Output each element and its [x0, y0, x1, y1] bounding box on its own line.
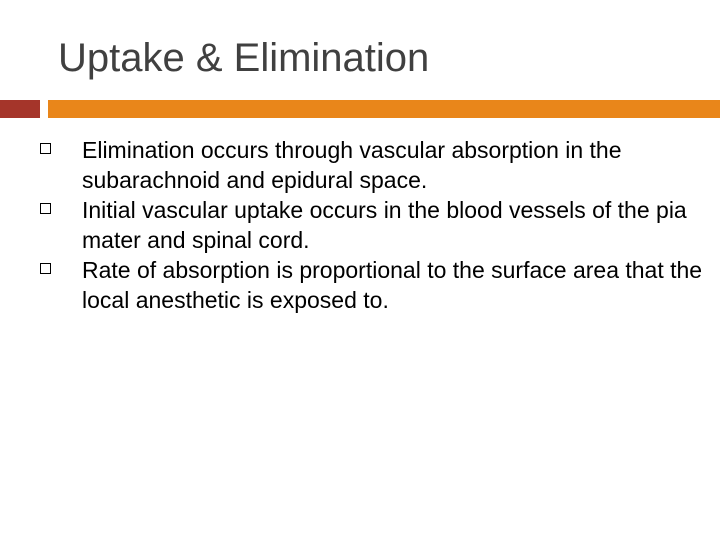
bullet-text: Elimination occurs through vascular absorption in the subarachnoid and epidural space.: [82, 137, 622, 193]
bullet-text: Rate of absorption is proportional to the surface area that the local anesthetic is exposed to.: [82, 257, 703, 313]
bullet-item: [40, 195, 710, 255]
bullet-item: [40, 255, 710, 315]
bullet-item: [40, 135, 710, 195]
hollow-square-icon: [40, 263, 51, 274]
hollow-square-icon: [40, 143, 51, 154]
accent-bar-right: [48, 100, 720, 118]
accent-bar-left: [0, 100, 40, 118]
slide-title: Uptake & Elimination: [58, 36, 430, 80]
bullet-text: Initial vascular uptake occurs in the blood vessels of the pia mater and spinal cord.: [82, 197, 687, 253]
bullet-list: [40, 135, 710, 315]
hollow-square-icon: [40, 203, 51, 214]
